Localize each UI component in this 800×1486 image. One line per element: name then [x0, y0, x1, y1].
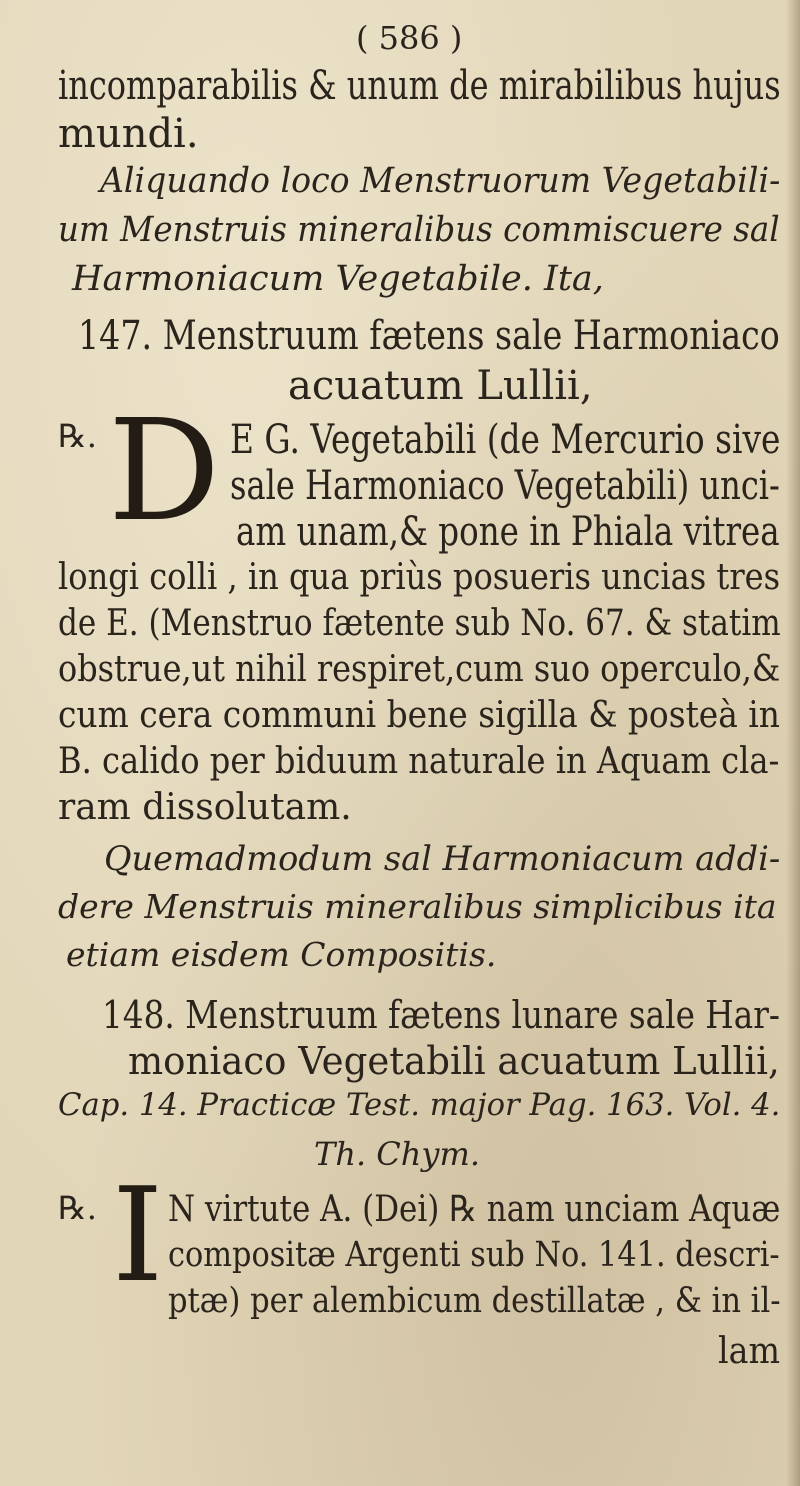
text-line: E G. Vegetabili (de Mercurio sive: [230, 417, 781, 463]
text-line: longi colli , in qua priùs posueris uncias tres: [58, 557, 781, 598]
text-line: moniaco Vegetabili acuatum Lullii,: [128, 1039, 780, 1083]
text-line: dere Menstruis mineralibus simplicibus ita: [58, 887, 777, 926]
text-line: ptæ) per alembicum destillatæ , & in il-: [168, 1281, 781, 1321]
text-line: B. calido per biduum naturale in Aquam cla-: [58, 741, 780, 782]
text-line: um Menstruis mineralibus commiscuere sal: [58, 210, 780, 250]
text-line: obstrue,ut nihil respiret,cum suo operculo,&: [58, 649, 781, 690]
text-line: Harmoniacum Vegetabile. Ita,: [72, 259, 604, 299]
recipe-sign: ℞.: [58, 1189, 97, 1227]
text-line: acuatum Lullii,: [288, 363, 593, 409]
text-line: Th. Chym.: [314, 1135, 480, 1173]
text-line: cum cera communi bene sigilla & posteà in: [58, 695, 780, 736]
text-line: N virtute A. (Dei) ℞ nam unciam Aquæ: [168, 1189, 781, 1230]
text-line: 148. Menstruum fætens lunare sale Har-: [102, 993, 780, 1037]
drop-cap: I: [112, 1159, 164, 1311]
text-line: etiam eisdem Compositis.: [66, 935, 497, 974]
text-line: de E. (Menstruo fætente sub No. 67. & statim: [58, 603, 781, 644]
text-line: am unam,& pone in Phiala vitrea: [236, 509, 780, 555]
text-line: Aliquando loco Menstruorum Vegetabili-: [100, 161, 781, 201]
recipe-sign: ℞.: [58, 417, 97, 455]
text-line: sale Harmoniaco Vegetabili) unci-: [230, 463, 780, 509]
text-line: mundi.: [58, 111, 199, 157]
catchword: lam: [718, 1331, 781, 1372]
text-line: incomparabilis & unum de mirabilibus hujus: [58, 63, 781, 109]
text-line: compositæ Argenti sub No. 141. descri-: [168, 1235, 780, 1275]
drop-cap: D: [108, 390, 221, 553]
page-number: ( 586 ): [356, 19, 463, 57]
text-line: Quemadmodum sal Harmoniacum addi-: [104, 839, 781, 879]
text-line: ram dissolutam.: [58, 787, 352, 828]
text-line: Cap. 14. Practicæ Test. major Pag. 163. Vol. 4.: [58, 1087, 781, 1123]
page-edge-shadow: [786, 0, 800, 1486]
text-line: 147. Menstruum fætens sale Harmoniaco: [78, 313, 780, 359]
